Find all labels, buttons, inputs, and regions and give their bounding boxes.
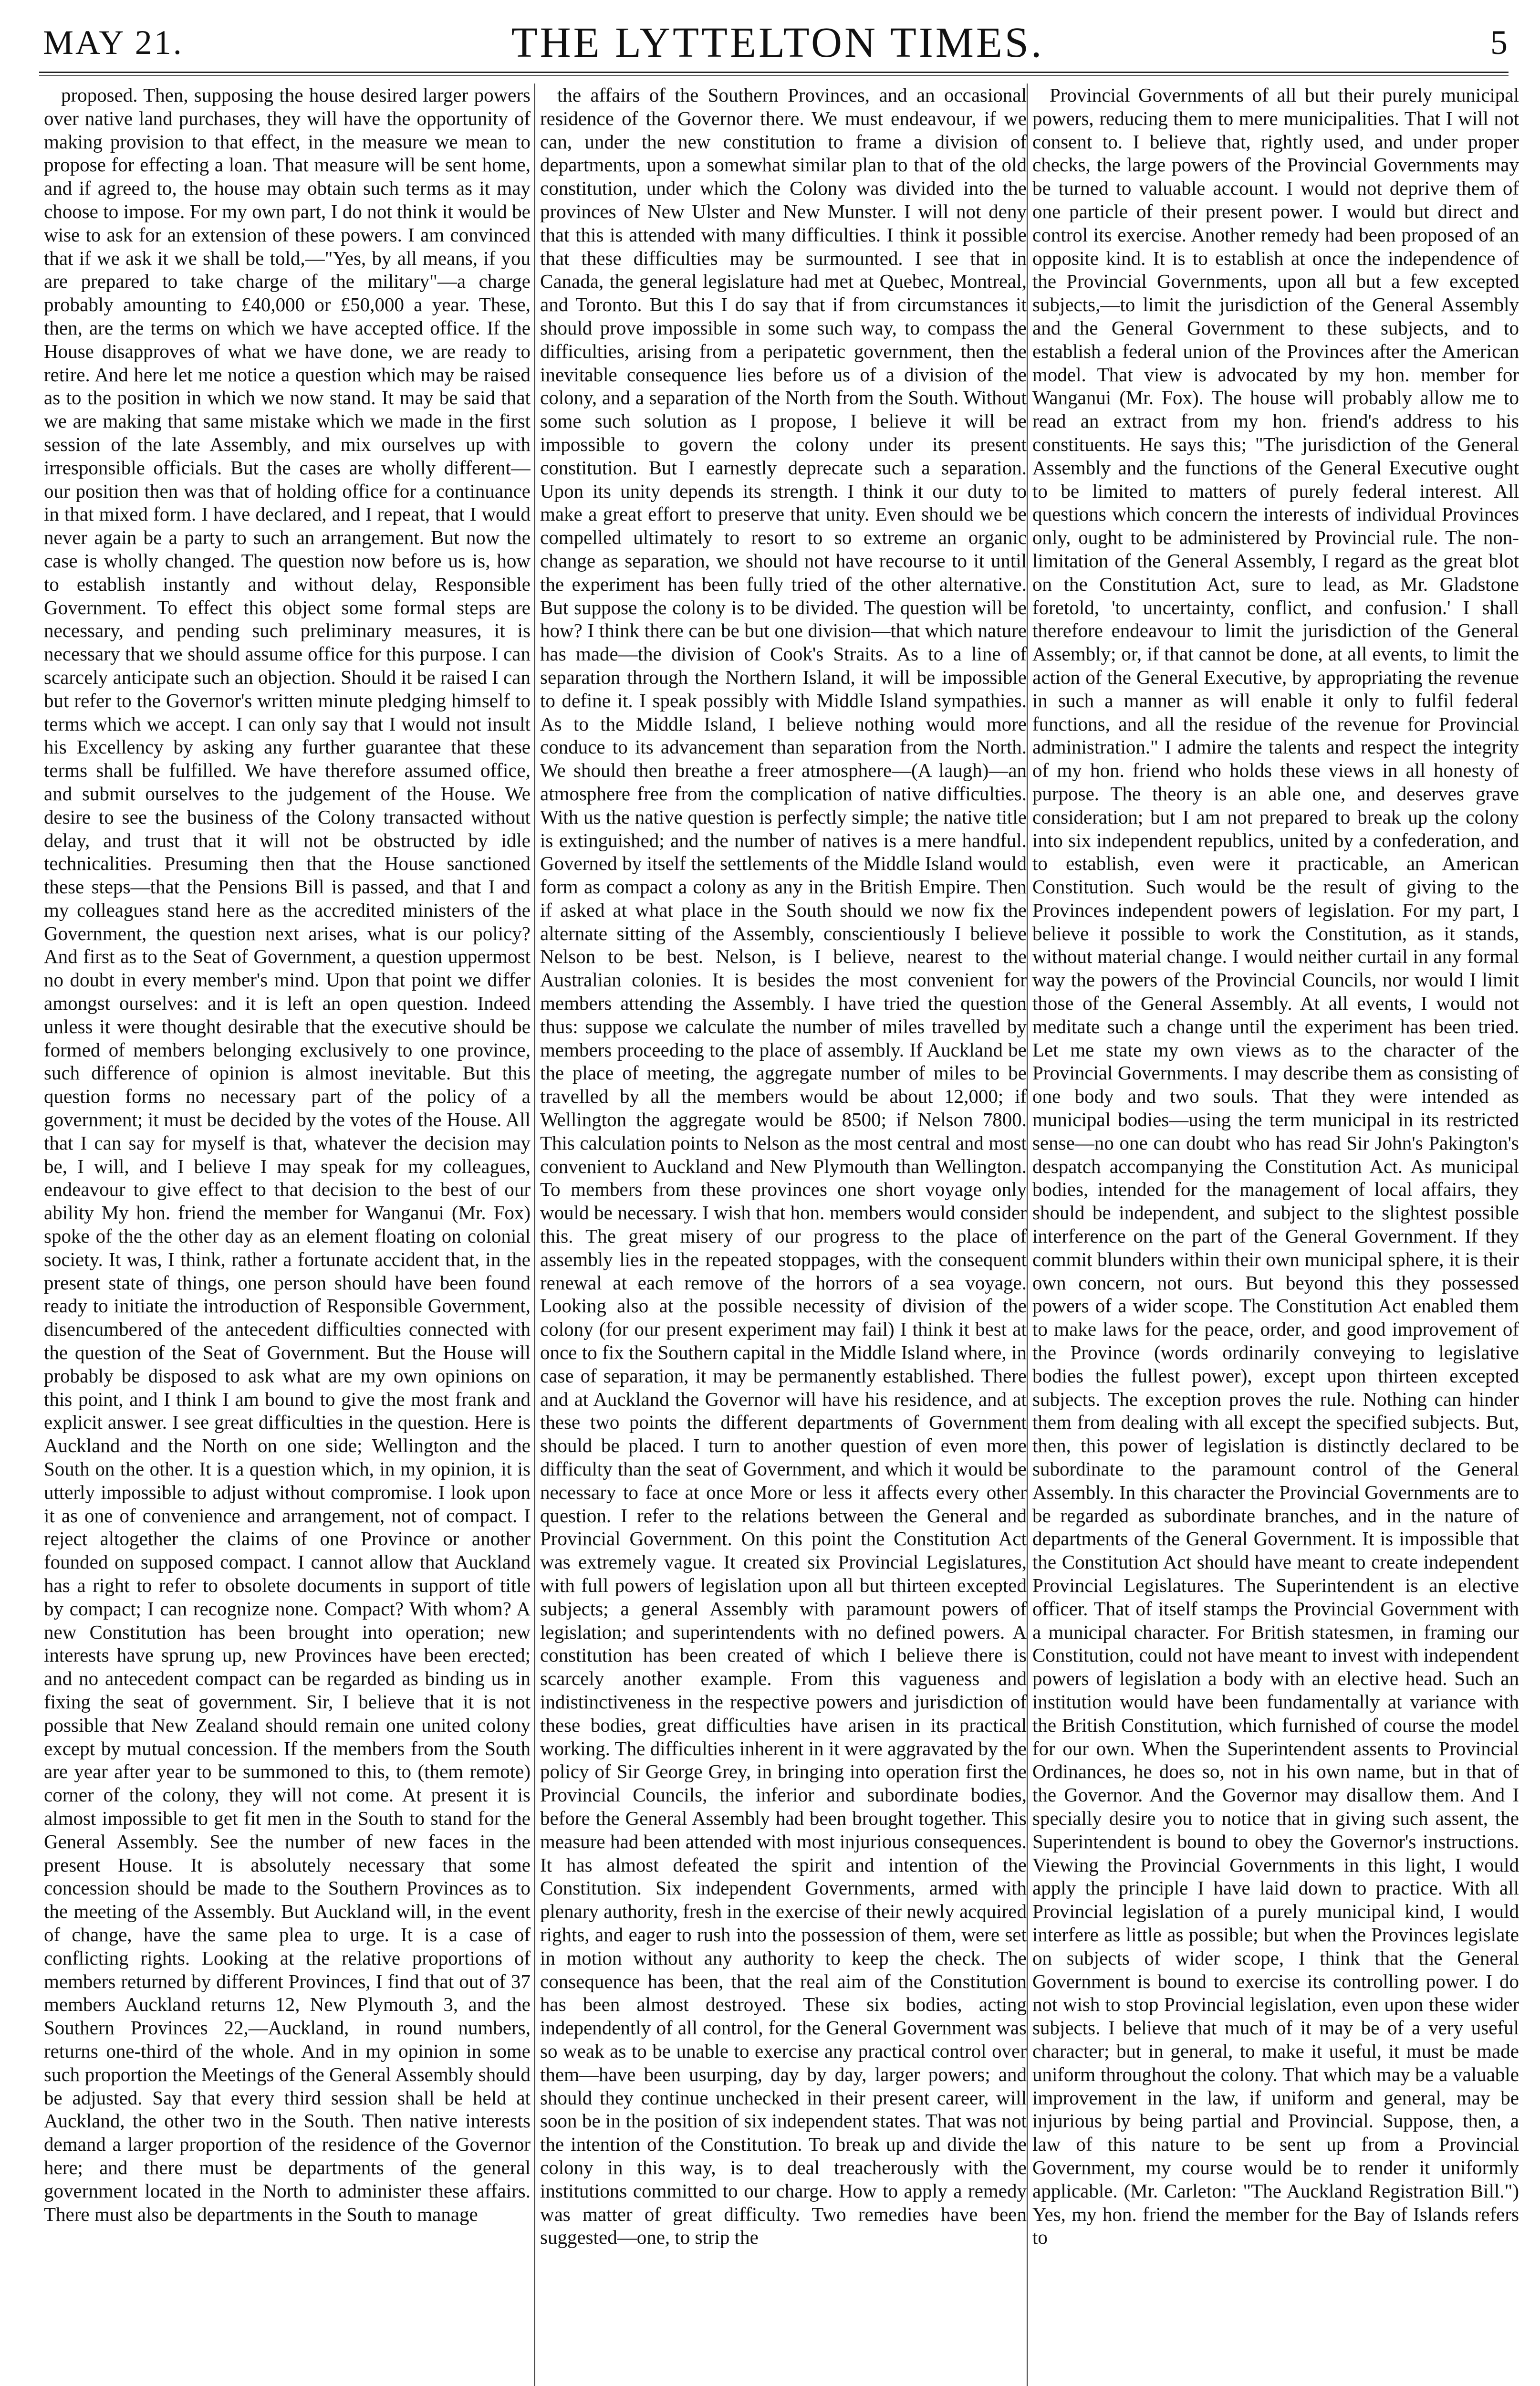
column-1 <box>44 84 531 2386</box>
column-2-text: the affairs of the Southern Provinces, and an occasional residence of the Governor there. We must endeavour, if we can, under the new constitution to frame a division of departments, upon a somewhat similar plan to that of the old constitution, under which the Colony was divided into the provinces of New Ulster and New Munster. I will not deny that this is attended with many difficulties. I think it possible that these difficulties may be surmounted. I see that in Canada, the general legislature had met at Quebec, Montreal, and Toronto. But this I do say that if from circumstances it should prove impossible in some such way, to compass the difficulties, arising from a peripatetic government, then the inevitable consequence lies before us of a division of the colony, and a separation of the North from the South. Without some such solution as I propose, I believe it will be impossible to govern the colony under its present constitution. But I earnestly deprecate such a separation. Upon its unity depends its strength. I think it our duty to make a great effort to preserve that unity. Even should we be compelled ultimately to resort to so extreme an organic change as separation, we should not have recourse to it until the experiment has been fully tried of the other alternative. But suppose the colony is to be divided. The question will be how? I think there can be but one division—that which nature has made—the division of Cook's Straits. As to a line of separation through the Northern Island, it will be impossible to define it. I speak possibly with Middle Island sympathies. As to the Middle Island, I believe nothing would more conduce to its advancement than separation from the North. We should then breathe a freer atmosphere—(A laugh)—an atmosphere free from the complication of native difficulties. With us the native question is perfectly simple; the native title is extinguished; and the number of natives is a mere handful. Governed by itself the settlements of the Middle Island would form as compact a colony as any in the British Empire. Then if asked at what place in the South should we now fix the alternate sitting of the Assembly, conscientiously I believe Nelson to be best. Nelson, is I believe, nearest to the Australian colonies. It is besides the most convenient for members attending the Assembly. I have tried the question thus: suppose we calculate the number of miles travelled by members proceeding to the place of assembly. If Auckland be the place of meeting, the aggregate number of miles to be travelled by all the members would be about 12,000; if Wellington the aggregate would be 8500; if Nelson 7800. This calculation points to Nelson as the most central and most convenient to Auckland and New Plymouth than Wellington. To members from these provinces one short voyage only would be necessary. I wish that hon. members would consider this. The great misery of our progress to the place of assembly lies in the repeated stoppages, with the consequent renewal at each remove of the horrors of a sea voyage. Looking also at the possible necessity of division of the colony (for our present experiment may fail) I think it best at once to fix the Southern capital in the Middle Island where, in case of separation, it may be permanently established. There and at Auckland the Governor will have his residence, and at these two points the different departments of Government should be placed. I turn to another question of even more difficulty than the seat of Government, and which it would be necessary to face at once More or less it affects every other question. I refer to the relations between the General and Provincial Government. On this point the Constitution Act was extremely vague. It created six Provincial Legislatures, with full powers of legislation upon all but thirteen excepted subjects; a general Assembly with paramount powers of legislation; and superintendents with no defined powers. A constitution has been created of which I believe there is scarcely another example. From this vagueness and indistinctiveness in the respective powers and jurisdiction of these bodies, great difficulties have arisen in its practical working. The difficulties inherent in it were aggravated by the policy of Sir George Grey, in bringing into operation first the Provincial Councils, the inferior and subordinate bodies, before the General Assembly had been brought together. This measure had been attended with most injurious consequences. It has almost defeated the spirit and intention of the Constitution. Six independent Governments, armed with plenary authority, fresh in the exercise of their newly acquired rights, and eager to rush into the possession of them, were set in motion without any authority to keep the check. The consequence has been, that the real aim of the Constitution has been almost destroyed. These six bodies, acting independently of all control, for the General Government was so weak as to be unable to exercise any practical control over them—have been usurping, day by day, larger powers; and should they continue unchecked in their present career, will soon be in the position of six independent states. That was not the intention of the Constitution. To break up and divide the colony in this way, is to deal treacherously with the institutions committed to our charge. How to apply a remedy was matter of great difficulty. Two remedies have been suggested—one, to strip the <box>540 84 1027 2249</box>
page-number: 5 <box>1490 23 1508 62</box>
column-divider <box>534 84 535 2386</box>
column-2 <box>540 84 1027 2386</box>
newspaper-title: THE LYTTELTON TIMES. <box>511 19 1044 66</box>
column-3-text: Provincial Governments of all but their purely municipal powers, reducing them to mere municipalities. That I will not consent to. I believe that, rightly used, and under proper checks, the large powers of the Provincial Governments may be turned to valuable account. I would not deprive them of one particle of their present power. I would but direct and control its exercise. Another remedy had been proposed of an opposite kind. It is to establish at once the independence of the Provincial Governments, upon all but a few excepted subjects,—to limit the jurisdiction of the General Assembly and the General Government to these subjects, and to establish a federal union of the Provinces after the American model. That view is advocated by my hon. member for Wanganui (Mr. Fox). The house will probably allow me to read an extract from my hon. friend's address to his constituents. He says this; "The jurisdiction of the General Assembly and the functions of the General Executive ought to be limited to matters of purely federal interest. All questions which concern the interests of individual Provinces only, ought to be administered by Provincial rule. The non-limitation of the General Assembly, I regard as the great blot on the Constitution Act, sure to lead, as Mr. Gladstone foretold, 'to uncertainty, conflict, and confusion.' I shall therefore endeavour to limit the jurisdiction of the General Assembly; or, if that cannot be done, at all events, to limit the action of the General Executive, by appropriating the revenue in such a manner as will enable it only to fulfil federal functions, and all the residue of the revenue for Provincial administration." I admire the talents and respect the integrity of my hon. friend who holds these views in all honesty of purpose. The theory is an able one, and deserves grave consideration; but I am not prepared to break up the colony into six independent republics, united by a confederation, and to establish, even were it practicable, an American Constitution. Such would be the result of giving to the Provinces independent powers of legislation. For my part, I believe it possible to work the Constitution, as it stands, without material change. I would neither curtail in any formal way the powers of the Provincial Councils, nor would I limit those of the General Assembly. At all events, I would not meditate such a change until the experiment has been tried. Let me state my own views as to the character of the Provincial Governments. I may describe them as consisting of one body and two souls. That they were intended as municipal bodies—using the term municipal in its restricted sense—no one can doubt who has read Sir John's Pakington's despatch accompanying the Constitution Act. As municipal bodies, intended for the management of local affairs, they should be independent, and subject to the slightest possible interference on the part of the General Government. If they commit blunders within their own municipal sphere, it is their own concern, not ours. But beyond this they possessed powers of a wider scope. The Constitution Act enabled them to make laws for the peace, order, and good improvement of the Province (words ordinarily conveying to legislative bodies the fullest power), except upon thirteen excepted subjects. The exception proves the rule. Nothing can hinder them from dealing with all except the specified subjects. But, then, this power of legislation is distinctly declared to be subordinate to the paramount control of the General Assembly. In this character the Provincial Governments are to be regarded as subordinate branches, and in the nature of departments of the General Government. It is impossible that the Constitution Act should have meant to create independent Provincial Legislatures. The Superintendent is an elective officer. That of itself stamps the Provincial Government with a municipal character. For British statesmen, in framing our Constitution, could not have meant to invest with independent powers of legislation a body with an elective head. Such an institution would have been fundamentally at variance with the British Constitution, which furnished of course the model for our own. When the Superintendent assents to Provincial Ordinances, he does so, not in his own name, but in that of the Governor. And the Governor may disallow them. And I specially desire you to notice that in giving such assent, the Superintendent is bound to obey the Governor's instructions. Viewing the Provincial Governments in this light, I would apply the principle I have laid down to practice. With all Provincial legislation of a purely municipal kind, I would interfere as little as possible; but when the Provinces legislate on subjects of wider scope, I think that the General Government is bound to exercise its controlling power. I do not wish to stop Provincial legislation, even upon these wider subjects. I believe that much of it may be of a very useful character; but in general, to make it useful, it must be made uniform throughout the colony. That which may be a valuable improvement in the law, if uniform and general, may be injurious by being partial and Provincial. Suppose, then, a law of this nature to be sent up from a Provincial Government, my course would be to render it uniformly applicable. (Mr. Carleton: "The Auckland Registration Bill.") Yes, my hon. friend the member for the Bay of Islands refers to <box>1032 84 1519 2249</box>
issue-date: MAY 21. <box>43 23 184 62</box>
header-rule-thin <box>39 75 1509 76</box>
header-rule <box>39 72 1509 73</box>
masthead <box>33 0 1522 72</box>
column-3 <box>1032 84 1519 2386</box>
column-1-text: proposed. Then, supposing the house desired larger powers over native land purchases, they will have the opportunity of making provision to that effect, in the measure we mean to propose for effecting a loan. That measure will be sent home, and if agreed to, the house may obtain such terms as it may choose to impose. For my own part, I do not think it would be wise to ask for an extension of these powers. I am convinced that if we ask it we shall be told,—"Yes, by all means, if you are prepared to take charge of the military"—a charge probably amounting to £40,000 or £50,000 a year. These, then, are the terms on which we have accepted office. If the House disapproves of what we have done, we are ready to retire. And here let me notice a question which may be raised as to the position in which we now stand. It may be said that we are making that same mistake which we made in the first session of the late Assembly, and mix ourselves up with irresponsible officials. But the cases are wholly different—our position then was that of holding office for a continuance in that mixed form. I have declared, and I repeat, that I would never again be a party to such an arrangement. But now the case is wholly changed. The question now before us is, how to establish instantly and without delay, Responsible Government. To effect this object some formal steps are necessary, and pending such preliminary measures, it is necessary that we should assume office for this purpose. I can scarcely anticipate such an objection. Should it be raised I can but refer to the Governor's written minute pledging himself to terms which we accept. I can only say that I would not insult his Excellency by asking any further guarantee that these terms shall be fulfilled. We have therefore assumed office, and submit ourselves to the judgement of the House. We desire to see the business of the Colony transacted without delay, and trust that it will not be obstructed by idle technicalities. Presuming then that the House sanctioned these steps—that the Pensions Bill is passed, and that I and my colleagues stand here as the accredited ministers of the Government, the question next arises, what is our policy? And first as to the Seat of Government, a question uppermost no doubt in every member's mind. Upon that point we differ amongst ourselves: and it is left an open question. Indeed unless it were thought desirable that the executive should be formed of members belonging exclusively to one province, such difference of opinion is almost inevitable. But this question forms no necessary part of the policy of a government; it must be decided by the votes of the House. All that I can say for myself is that, whatever the decision may be, I will, and I believe I may speak for my colleagues, endeavour to give effect to that decision to the best of our ability My hon. friend the member for Wanganui (Mr. Fox) spoke of the the other day as an element floating on colonial society. It was, I think, rather a fortunate accident that, in the present state of things, one person should have been found ready to initiate the introduction of Responsible Government, disencumbered of the antecedent difficulties connected with the question of the Seat of Government. But the House will probably be disposed to ask what are my own opinions on this point, and I think I am bound to give the most frank and explicit answer. I see great difficulties in the question. Here is Auckland and the North on one side; Wellington and the South on the other. It is a question which, in my opinion, it is utterly impossible to adjust without compromise. I look upon it as one of convenience and arrangement, not of compact. I reject altogether the claims of one Province or another founded on supposed compact. I cannot allow that Auckland has a right to refer to obsolete documents in support of title by compact; I can recognize none. Compact? With whom? A new Constitution has been brought into operation; new interests have sprung up, new Provinces have been erected; and no antecedent compact can be regarded as binding us in fixing the seat of government. Sir, I believe that it is not possible that New Zealand should remain one united colony except by mutual concession. If the members from the South are year after year to be summoned to this, to (them remote) corner of the colony, they will not come. At present it is almost impossible to get fit men in the South to stand for the General Assembly. See the number of new faces in the present House. It is absolutely necessary that some concession should be made to the Southern Provinces as to the meeting of the Assembly. But Auckland will, in the event of change, have the same plea to urge. It is a case of conflicting rights. Looking at the relative proportions of members returned by different Provinces, I find that out of 37 members Auckland returns 12, New Plymouth 3, and the Southern Provinces 22,—Auckland, in round numbers, returns one-third of the whole. And in my opinion in some such proportion the Meetings of the General Assembly should be adjusted. Say that every third session shall be held at Auckland, the other two in the South. Then native interests demand a larger proportion of the residence of the Governor here; and there must be departments of the general government located in the North to administer these affairs. There must also be departments in the South to manage <box>44 84 531 2225</box>
column-divider <box>1027 84 1028 2386</box>
